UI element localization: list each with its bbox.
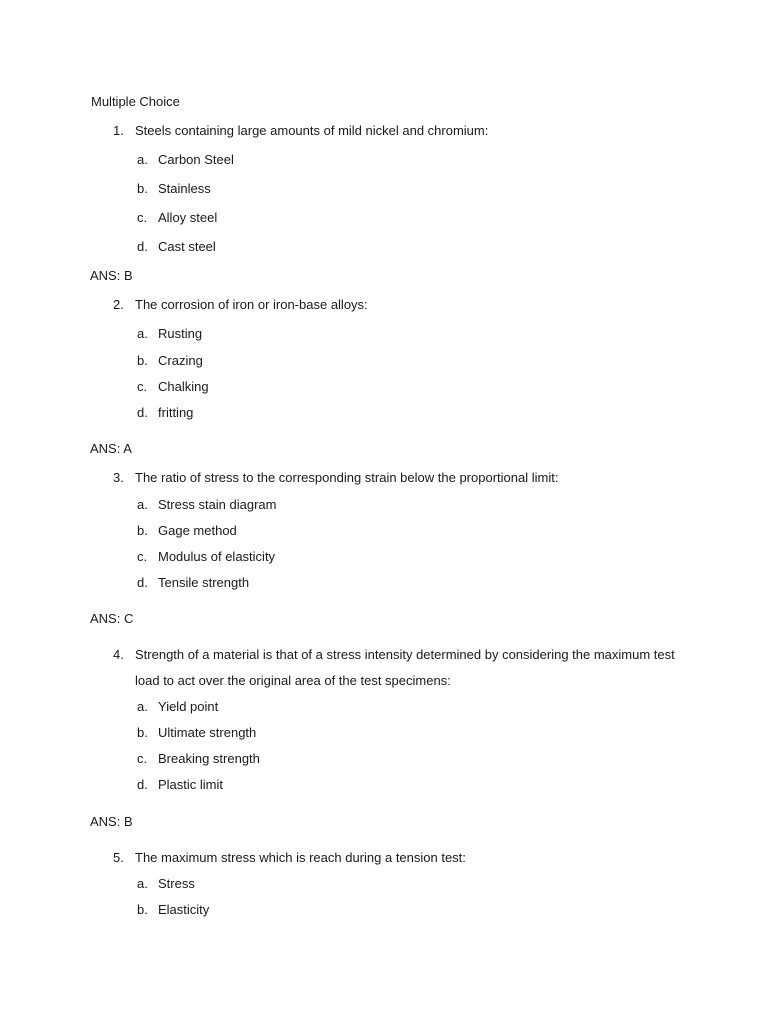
option-letter: d. bbox=[137, 777, 148, 792]
option-text: Stress bbox=[158, 876, 195, 891]
option-text: Plastic limit bbox=[158, 777, 224, 792]
option-letter: b. bbox=[137, 353, 148, 368]
option-letter: d. bbox=[137, 575, 148, 590]
option-text: Ultimate strength bbox=[158, 725, 257, 740]
option-text: Stress stain diagram bbox=[158, 497, 277, 512]
option-letter: a. bbox=[137, 876, 148, 891]
option-text: Rusting bbox=[158, 326, 203, 341]
option-text: Gage method bbox=[158, 523, 237, 538]
option-letter: a. bbox=[137, 326, 148, 341]
option-letter: a. bbox=[137, 497, 148, 512]
option-letter: b. bbox=[137, 902, 148, 917]
option-letter: d. bbox=[137, 239, 148, 254]
answer-key: ANS: B bbox=[90, 814, 133, 829]
option-text: Yield point bbox=[158, 699, 219, 714]
option-letter: d. bbox=[137, 405, 148, 420]
question-number: 2. bbox=[113, 297, 124, 312]
option-letter: b. bbox=[137, 181, 148, 196]
section-heading: Multiple Choice bbox=[91, 94, 180, 109]
answer-key: ANS: C bbox=[90, 611, 134, 626]
question-text: The corrosion of iron or iron-base alloys: bbox=[135, 297, 368, 312]
option-letter: c. bbox=[137, 379, 148, 394]
option-text: Crazing bbox=[158, 353, 203, 368]
question-number: 5. bbox=[113, 850, 124, 865]
option-text: Carbon Steel bbox=[158, 152, 234, 167]
question-text: The maximum stress which is reach during a tension test: bbox=[135, 850, 466, 865]
option-letter: b. bbox=[137, 725, 148, 740]
option-text: Breaking strength bbox=[158, 751, 260, 766]
question-number: 1. bbox=[113, 123, 124, 138]
question-text-continued: load to act over the original area of the test specimens: bbox=[135, 673, 451, 688]
option-text: Modulus of elasticity bbox=[158, 549, 276, 564]
option-letter: a. bbox=[137, 152, 148, 167]
option-text: fritting bbox=[158, 405, 194, 420]
question-number: 4. bbox=[113, 647, 124, 662]
option-letter: c. bbox=[137, 751, 148, 766]
option-text: Chalking bbox=[158, 379, 209, 394]
question-text: Steels containing large amounts of mild nickel and chromium: bbox=[135, 123, 489, 138]
option-letter: a. bbox=[137, 699, 148, 714]
option-letter: c. bbox=[137, 210, 148, 225]
answer-key: ANS: A bbox=[90, 441, 132, 456]
option-text: Cast steel bbox=[158, 239, 216, 254]
question-text: The ratio of stress to the corresponding strain below the proportional limit: bbox=[135, 470, 559, 485]
option-text: Alloy steel bbox=[158, 210, 218, 225]
option-letter: c. bbox=[137, 549, 148, 564]
question-number: 3. bbox=[113, 470, 124, 485]
option-text: Stainless bbox=[158, 181, 211, 196]
option-letter: b. bbox=[137, 523, 148, 538]
answer-key: ANS: B bbox=[90, 268, 133, 283]
option-text: Elasticity bbox=[158, 902, 210, 917]
question-text: Strength of a material is that of a stress intensity determined by considering the maximum test bbox=[135, 647, 675, 662]
option-text: Tensile strength bbox=[158, 575, 250, 590]
